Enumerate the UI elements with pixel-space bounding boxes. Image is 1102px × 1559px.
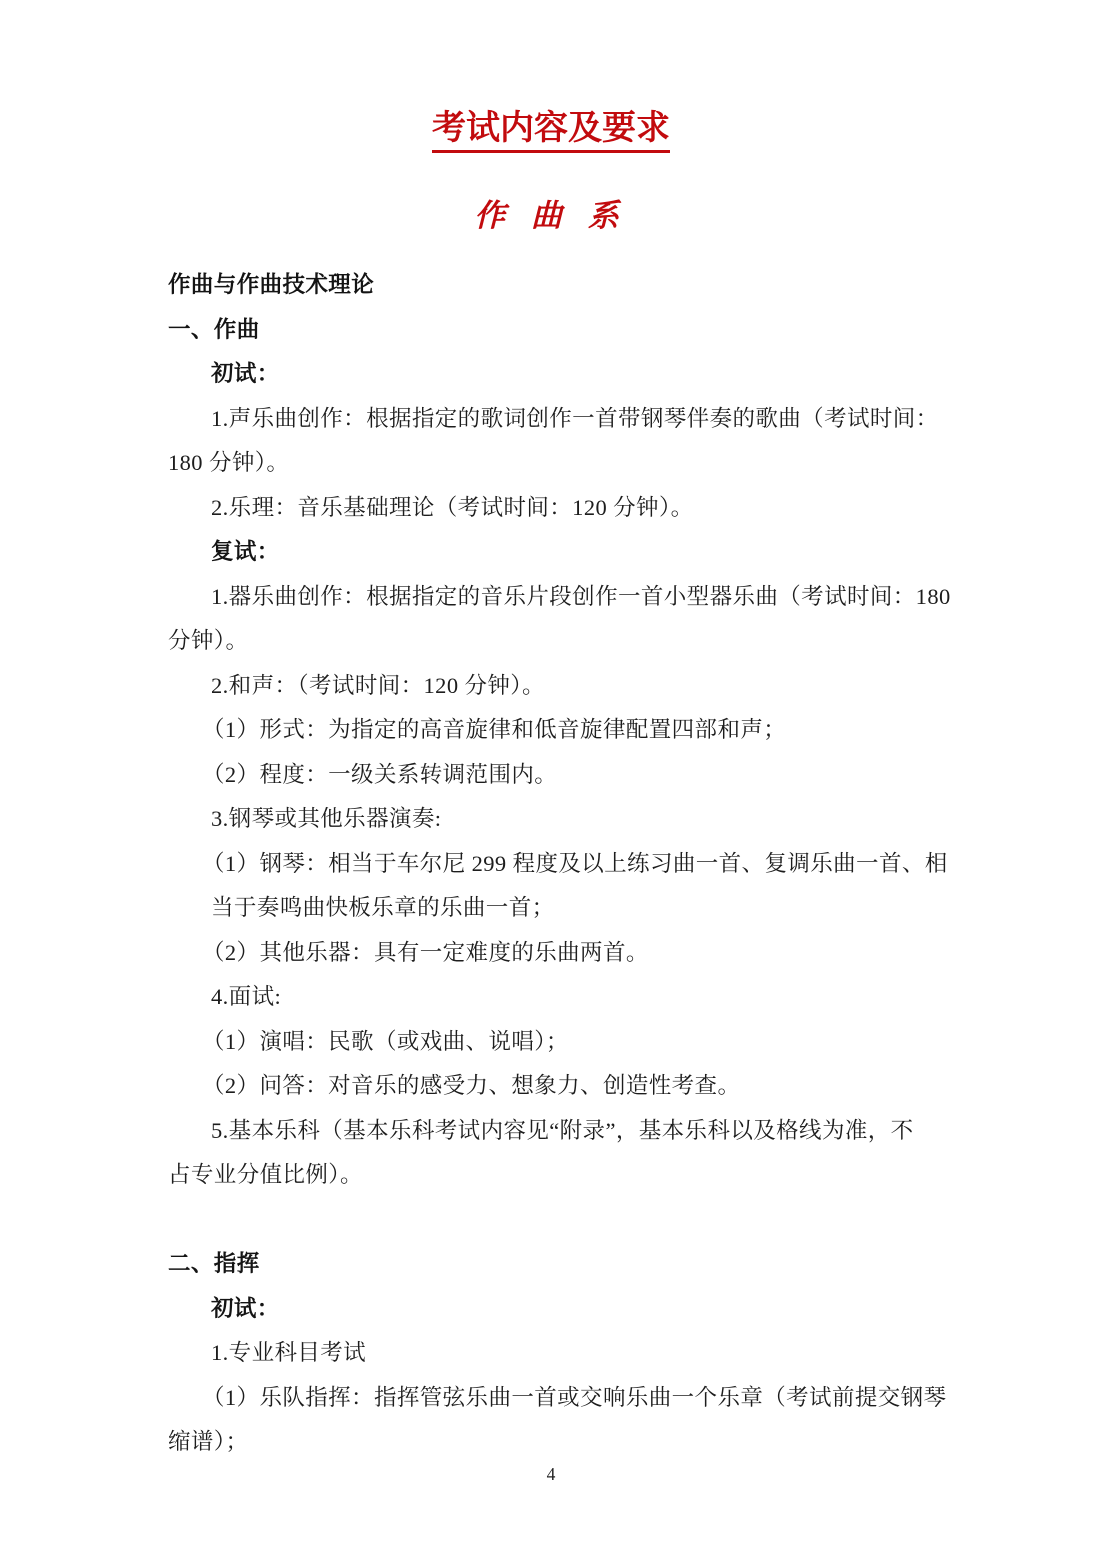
text-line: 4.面试:	[211, 984, 282, 1009]
text-line: （1）演唱：民歌（或戏曲、说唱）；	[202, 1028, 569, 1054]
section-heading-theory: 作曲与作曲技术理论	[168, 272, 375, 297]
text-line: 分钟）。	[168, 628, 249, 653]
blank-line	[0, 1198, 1102, 1243]
text-line: 3.钢琴或其他乐器演奏:	[211, 806, 442, 831]
text-line: 1.器乐曲创作：根据指定的音乐片段创作一首小型器乐曲（考试时间：180	[211, 583, 951, 609]
subsection-second-round: 复试：	[211, 539, 280, 564]
subsection-first-round: 初试：	[211, 361, 280, 386]
text-line: 占专业分值比例）。	[168, 1162, 363, 1187]
document-title	[0, 100, 1102, 149]
text-line: （1）形式：为指定的高音旋律和低音旋律配置四部和声；	[202, 717, 787, 742]
section-heading-composition: 一、作曲	[168, 316, 260, 342]
text-line: （2）程度：一级关系转调范围内。	[202, 761, 558, 787]
page-number: 4	[546, 1464, 556, 1484]
subsection-first-round-conducting: 初试：	[211, 1295, 280, 1321]
text-line: （2）其他乐器：具有一定难度的乐曲两首。	[202, 939, 649, 965]
text-line: 5.基本乐科（基本乐科考试内容见“附录”，基本乐科以及格线为准，不	[211, 1117, 914, 1143]
document-title-text: 考试内容及要求	[432, 109, 670, 153]
department-title: 作 曲 系	[474, 198, 628, 233]
section-heading-conducting: 二、指挥	[168, 1251, 260, 1276]
text-line: 180 分钟）。	[168, 450, 290, 475]
text-line: 1.专业科目考试	[211, 1340, 367, 1365]
text-line: 2.和声：（考试时间：120 分钟）。	[211, 672, 545, 698]
text-line: 当于奏鸣曲快板乐章的乐曲一首；	[211, 895, 555, 920]
text-line: 2.乐理：音乐基础理论（考试时间：120 分钟）。	[211, 494, 694, 520]
text-line: （1）钢琴：相当于车尔尼 299 程度及以上练习曲一首、复调乐曲一首、相	[202, 850, 948, 876]
text-line: 1.声乐曲创作：根据指定的歌词创作一首带钢琴伴奏的歌曲（考试时间：	[211, 405, 939, 431]
document-body	[0, 263, 1102, 1465]
text-line: （2）问答：对音乐的感受力、想象力、创造性考查。	[202, 1073, 741, 1098]
text-line: （1）乐队指挥：指挥管弦乐曲一首或交响乐曲一个乐章（考试前提交钢琴	[202, 1384, 947, 1410]
text-line: 缩谱）；	[168, 1429, 249, 1454]
